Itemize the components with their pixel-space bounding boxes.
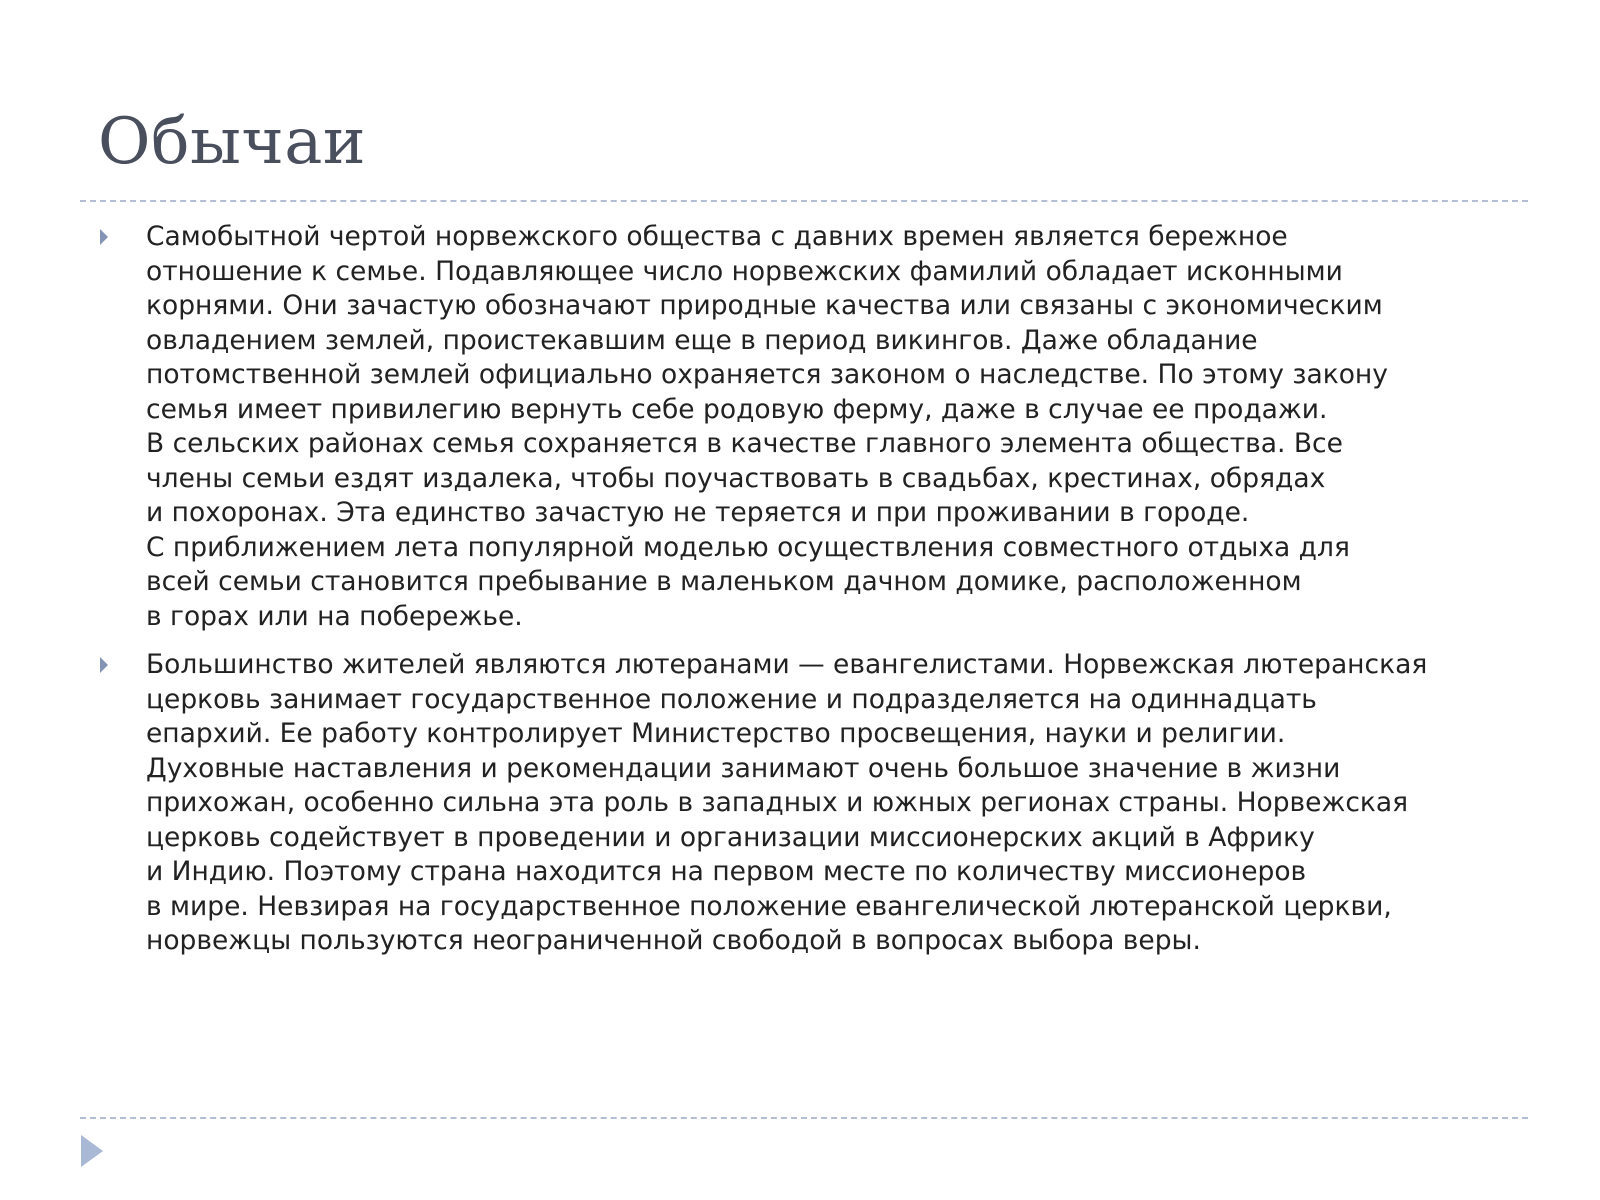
bullet-item (98, 220, 1528, 634)
triangle-right-icon (100, 657, 108, 673)
next-slide-arrow-icon[interactable] (81, 1135, 103, 1167)
slide-content (98, 220, 1528, 973)
bullet-item (98, 648, 1528, 959)
title-divider (80, 200, 1528, 202)
slide-title: Обычаи (98, 105, 367, 179)
footer-divider (80, 1117, 1528, 1119)
bullet-text: Большинство жителей являются лютеранами — евангелистами. Норвежская лютеранская церковь занимает государственное положение и подразделяется на одиннадцать епархий. Ее работу контролирует Министерство просвещения, науки и религии. Духовные наставления и рекомендации занимают очень большое значение в жизни прихожан, особенно сильна эта роль в западных и южных регионах страны. Норвежская церковь содействует в проведении и организации миссионерских акций в Африку и Индию. Поэтому страна находится на первом месте по количеству миссионеров в мире. Невзирая на государственное положение евангелической лютеранской церкви, норвежцы пользуются неограниченной свободой в вопросах выбора веры. (146, 649, 1428, 956)
triangle-right-icon (100, 229, 108, 245)
bullet-text: Самобытной чертой норвежского общества с давних времен является бережное отношение к семье. Подавляющее число норвежских фамилий обладает исконными корнями. Они зачастую обозначают природные качества или связаны с экономическим овладением землей, проистекавшим еще в период викингов. Даже обладание потомственной землей официально охраняется законом о наследстве. По этому закону семья имеет привилегию вернуть себе родовую ферму, даже в случае ее продажи. В сельских районах семья сохраняется в качестве главного элемента общества. Все члены семьи ездят издалека, чтобы поучаствовать в свадьбах, крестинах, обрядах и похоронах. Эта единство зачастую не теряется и при проживании в городе. С приближением лета популярной моделью осуществления совместного отдыха для всей семьи становится пребывание в маленьком дачном домике, расположенном в горах или на побережье. (146, 221, 1388, 632)
